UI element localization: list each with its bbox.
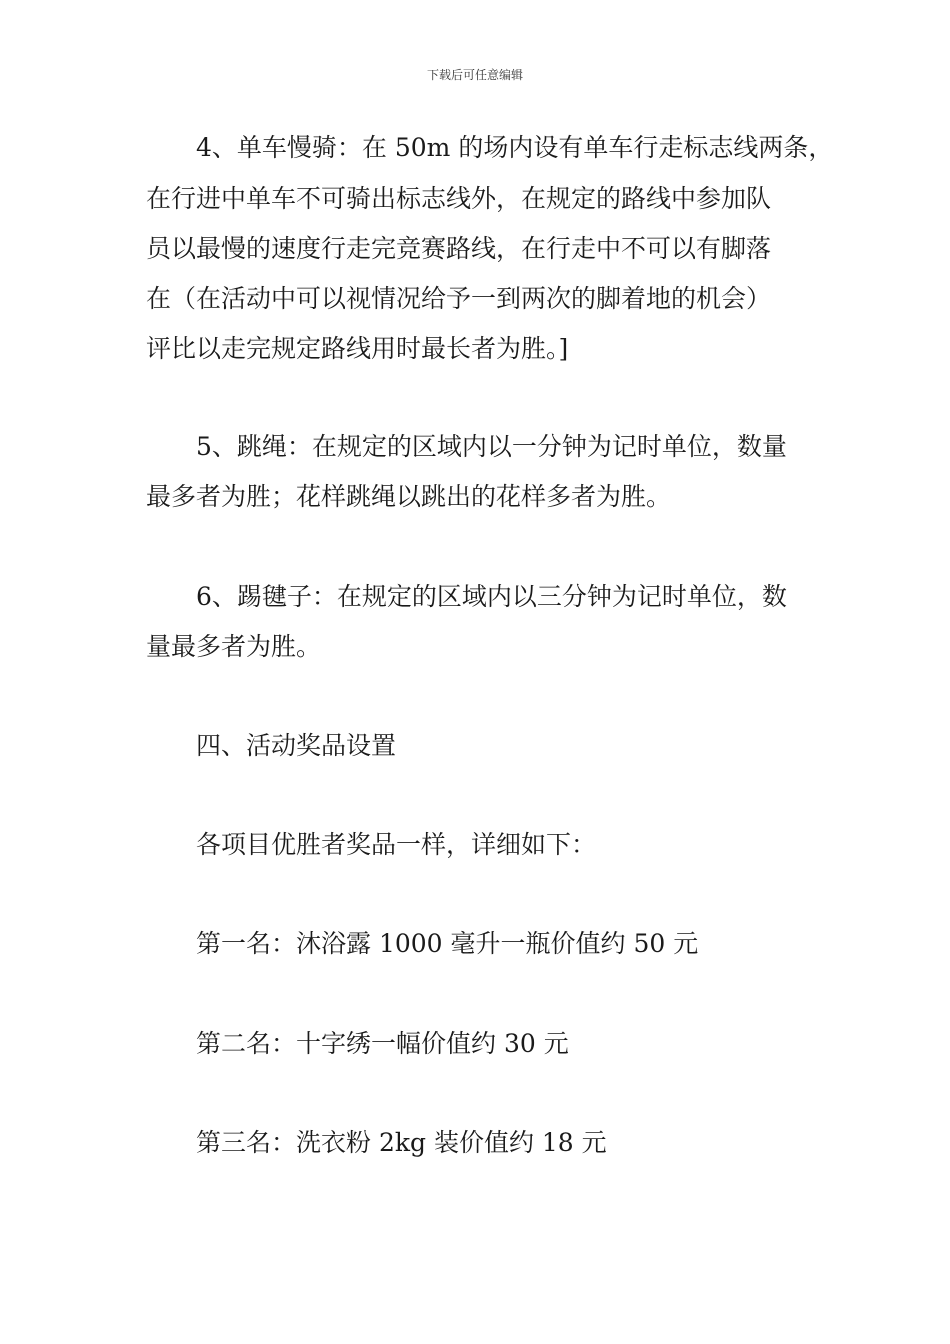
page-header: 下载后可任意编辑: [426, 68, 523, 82]
paragraph-line: 6、踢毽子：在规定的区域内以三分钟为记时单位，数: [196, 582, 787, 611]
prize-third: 第三名：洗衣粉 2kg 装价值约 18 元: [196, 1128, 607, 1157]
paragraph-line: 在行进中单车不可骑出标志线外，在规定的路线中参加队: [146, 184, 772, 213]
section-heading: 四、活动奖品设置: [196, 731, 397, 760]
paragraph-line: 最多者为胜；花样跳绳以跳出的花样多者为胜。: [146, 482, 672, 511]
paragraph-line: 在（在活动中可以视情况给予一到两次的脚着地的机会）: [146, 284, 772, 313]
paragraph-line: 员以最慢的速度行走完竞赛路线，在行走中不可以有脚落: [146, 234, 772, 263]
paragraph-line: 量最多者为胜。: [146, 632, 322, 661]
paragraph-line: 各项目优胜者奖品一样，详细如下：: [196, 830, 597, 859]
paragraph-line: 5、跳绳：在规定的区域内以一分钟为记时单位，数量: [196, 432, 787, 461]
prize-second: 第二名：十字绣一幅价值约 30 元: [196, 1029, 569, 1058]
paragraph-line: 评比以走完规定路线用时最长者为胜。]: [146, 334, 569, 363]
prize-first: 第一名：沐浴露 1000 毫升一瓶价值约 50 元: [196, 929, 699, 958]
paragraph-line: 4、单车慢骑：在 50m 的场内设有单车行走标志线两条，: [196, 133, 834, 162]
